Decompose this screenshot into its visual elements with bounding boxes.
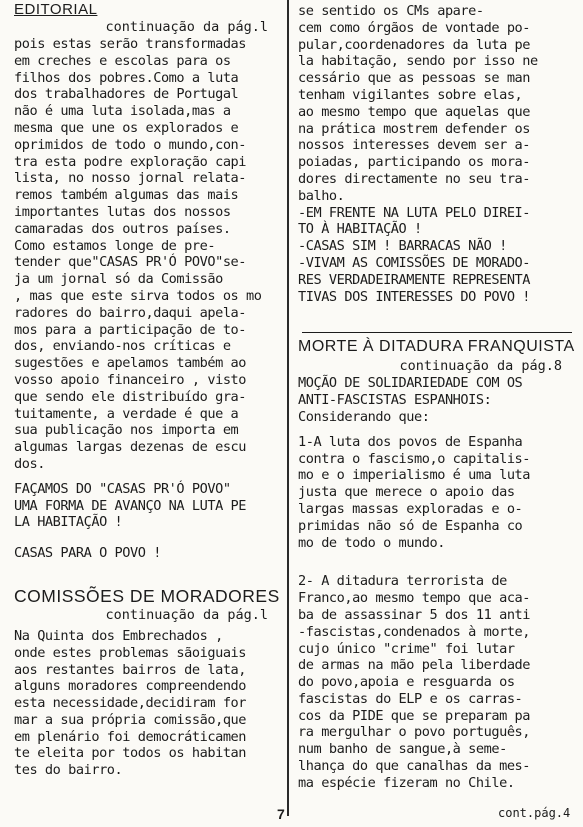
text-line: ja um jornal só da Comissão [14, 271, 223, 288]
text-line: ANTI-FASCISTAS ESPANHOIS: [298, 392, 492, 409]
text-line: mos para a participação de to- [14, 321, 247, 338]
text-line: filhos dos pobres.Como a luta [14, 69, 239, 86]
text-line: sua publicação nos importa em [14, 422, 239, 439]
text-line: mo de todo o mundo. [298, 534, 445, 551]
text-line: tender que"CASAS PR'Ó POVO"se- [14, 254, 247, 271]
text-line: mesma que une os explorados e [14, 119, 239, 136]
text-line: ma espécie fizeram no Chile. [298, 774, 515, 791]
text-line: Considerando que: [298, 408, 430, 425]
text-line: LA HABITAÇÃO ! [14, 514, 123, 531]
text-line: fascistas do ELP e os carras- [298, 690, 523, 707]
text-line: tra esta podre exploração capi [14, 153, 247, 170]
text-line: dos trabalhadores de Portugal [14, 86, 239, 103]
text-line: em plenário foi democráticamen [14, 728, 247, 745]
text-line: num banho de sangue,à seme- [298, 741, 507, 758]
text-line: oprimidos de todo o mundo,con- [14, 136, 247, 153]
editorial-appeal [14, 481, 282, 531]
text-line: em creches e escolas para os [14, 52, 231, 69]
editorial-continuation: continuação da pág.l [105, 19, 268, 35]
text-line: cessário que as pessoas se man [298, 70, 531, 87]
page-number: 7 [277, 806, 285, 822]
text-line: algumas largas dezenas de escu [14, 439, 247, 456]
text-line: -CASAS SIM ! BARRACAS NÃO ! [298, 238, 507, 255]
left-column [14, 0, 282, 779]
mocao-heading [298, 375, 576, 425]
text-line: cem como órgãos de vontade po- [298, 19, 531, 36]
text-line: la habitação, sendo por isso ne [298, 53, 538, 70]
editorial-title: EDITORIAL [14, 1, 98, 18]
text-line: ra mergulhar o povo português, [298, 724, 531, 741]
text-line: pular,coordenadores da luta pe [298, 36, 531, 53]
text-line: mo e o imperialismo é uma luta [298, 467, 531, 484]
text-line: tenham vigilantes sobre elas, [298, 86, 523, 103]
comissoes-continuation: continuação da pág.l [105, 606, 268, 623]
section-rule [302, 332, 572, 333]
text-line: vosso apoio financeiro , visto [14, 371, 247, 388]
text-line: Franco,ao mesmo tempo que aca- [298, 590, 531, 607]
text-line: FAÇAMOS DO "CASAS PR'Ó POVO" [14, 480, 231, 497]
text-line: justa que merece o apoio das [298, 484, 515, 501]
text-line: dores directamente no seu tra- [298, 170, 531, 187]
text-line: ba de assassinar 5 dos 11 anti [298, 606, 531, 623]
text-line: tes do bairro. [14, 762, 123, 779]
text-line: poiadas, participando os mora- [298, 154, 531, 171]
text-line: remos também algumas das mais [14, 187, 239, 204]
text-line: cujo único "crime" foi lutar [298, 640, 515, 657]
morte-title: MORTE À DITADURA FRANQUISTA [298, 338, 575, 356]
text-line: pois estas serão transformadas [14, 36, 247, 52]
text-line: radores do bairro,daqui apela- [14, 304, 247, 321]
text-line: na prática mostrem defender os [298, 120, 531, 137]
text-line: , mas que este sirva todos os mo [14, 287, 262, 304]
text-line: TO À HABITAÇÃO ! [298, 221, 422, 238]
comissoes-title: COMISSÕES DE MORADORES [14, 585, 280, 606]
text-line: cos da PIDE que se preparam pa [298, 707, 531, 724]
text-line: importantes lutas dos nossos [14, 203, 231, 220]
text-line: nossos interesses devem ser a- [298, 137, 531, 154]
text-line: do povo,apoia e resguarda os [298, 674, 515, 691]
text-line: 2- A ditadura terrorista de [298, 573, 507, 590]
text-line: Na Quinta dos Embrechados , [14, 627, 223, 644]
text-line: mar a sua própria comissão,que [14, 711, 247, 728]
text-line: primidas não só de Espanha co [298, 517, 523, 534]
text-line: onde estes problemas sãoiguais [14, 644, 247, 661]
text-line: UMA FORMA DE AVANÇO NA LUTA PE [14, 497, 247, 514]
right-column [298, 0, 576, 792]
text-line: se sentido os CMs apare- [298, 3, 484, 19]
text-line: dos. [14, 455, 45, 472]
text-line: que sendo ele distribuído gra- [14, 388, 247, 405]
text-line: 1-A luta dos povos de Espanha [298, 433, 523, 450]
editorial-slogan: CASAS PARA O POVO ! [14, 545, 161, 562]
text-line: TIVAS DOS INTERESSES DO POVO ! [298, 288, 531, 305]
text-line: sugestões e apelamos também ao [14, 355, 247, 372]
text-line: camaradas dos outros países. [14, 220, 231, 237]
text-line: ao mesmo tempo que aquelas que [298, 103, 531, 120]
morte-continuation: continuação da pág.8 [399, 358, 562, 375]
text-line: Como estamos longe de pre- [14, 237, 216, 254]
comissoes-slogans [298, 205, 576, 306]
text-line: -VIVAM AS COMISSÕES DE MORADO- [298, 254, 531, 271]
text-line: -EM FRENTE NA LUTA PELO DIREI- [298, 204, 531, 221]
text-line: contra o fascismo,o capitalis- [298, 450, 531, 467]
text-line: balho. [298, 187, 345, 204]
text-line: de armas na mão pela liberdade [298, 657, 531, 674]
comissoes-body [14, 628, 282, 779]
text-line: lista, no nosso jornal relata- [14, 170, 247, 187]
text-line: MOÇÃO DE SOLIDARIEDADE COM OS [298, 375, 523, 392]
editorial-body [14, 36, 282, 473]
text-line: tuitamente, a verdade é que a [14, 405, 239, 422]
text-line: alguns moradores compreendendo [14, 678, 247, 695]
point-1 [298, 434, 576, 552]
text-line: -fascistas,condenados à morte, [298, 623, 531, 640]
text-line: largas massas exploradas e o- [298, 500, 523, 517]
comissoes-continued-body [298, 3, 576, 205]
text-line: não é uma luta isolada,mas a [14, 103, 231, 120]
text-line: te eleita por todos os habitan [14, 745, 247, 762]
text-line: aos restantes bairros de lata, [14, 661, 247, 678]
text-line: lhança do que canalhas da mes- [298, 758, 531, 775]
continued-on-label: cont.pág.4 [498, 806, 571, 820]
text-line: esta necessidade,decidiram for [14, 695, 247, 712]
text-line: RES VERDADEIRAMENTE REPRESENTA [298, 271, 531, 288]
point-2 [298, 573, 576, 791]
column-divider [287, 0, 289, 816]
text-line: dos, enviando-nos críticas e [14, 338, 231, 355]
